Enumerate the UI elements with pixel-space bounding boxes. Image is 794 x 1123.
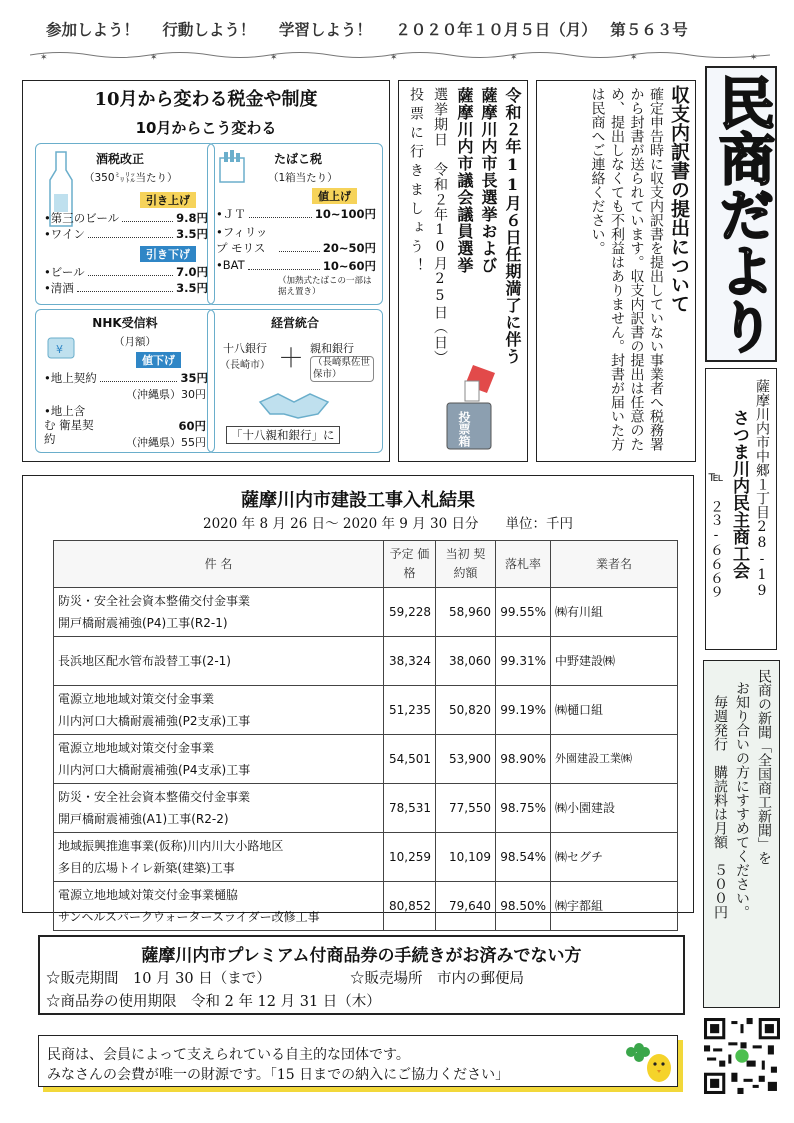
table-row: 長浜地区配水管布設替工事(2-1) 38,324 38,060 99.31% 中野建設㈱ — [54, 637, 678, 686]
liquor-down-item: •清酒 3.5円 — [44, 281, 208, 295]
tax-article-subtitle: 10月からこう変わる — [135, 119, 277, 137]
handshake-icon — [258, 388, 330, 422]
column-header: 当初 契約額 — [436, 541, 496, 588]
bid-results-table — [53, 540, 678, 931]
income-article-title: 収支内訳書の提出について — [668, 85, 690, 313]
bid-results-article — [22, 475, 694, 924]
column-header: 落札率 — [496, 541, 551, 588]
svg-text:✶: ✶ — [270, 53, 278, 62]
tv-icon — [46, 334, 76, 364]
newspaper-promo-line2: お知り合いの方にすすめてください。 — [734, 681, 750, 919]
table-header-row — [54, 541, 678, 588]
issue-number: 第５６３号 — [610, 20, 688, 39]
plus-icon: ＋ — [278, 344, 305, 374]
nhk-item-ground: •地上契約 35円 — [44, 371, 208, 385]
nhk-unit: （月額） — [114, 336, 156, 348]
liquor-up-item: •第三のビール 9.8円 — [44, 211, 208, 225]
income-statement-article — [536, 80, 696, 462]
clover-mascot-icon — [621, 1040, 673, 1084]
column-header: 予定 価格 — [384, 541, 436, 588]
svg-text:✶: ✶ — [150, 53, 158, 62]
liquor-unit: （350㍉㍑当たり） — [84, 172, 178, 184]
cigarette-pack-icon — [214, 150, 254, 184]
liquor-up-tag: 引き上げ — [140, 192, 196, 208]
tax-changes-article — [22, 80, 390, 462]
slogan-learn: 学習しよう！ — [278, 20, 372, 39]
issue-date: ２０２０年１０月５日（月） — [395, 20, 597, 39]
svg-text:✶: ✶ — [40, 53, 48, 62]
newspaper-promo — [703, 660, 780, 1008]
slogan-join: 参加しよう！ — [46, 20, 140, 39]
sales-period: ☆販売期間 10 月 30 日（まで） — [46, 971, 271, 987]
tobacco-tax-panel — [207, 143, 383, 305]
bank2-name: 親和銀行 （長崎県佐世保市） — [310, 340, 374, 382]
nhk-down-tag: 値下げ — [136, 352, 181, 368]
bid-period: 2020 年 8 月 26 日～ 2020 年 9 月 30 日分 単位：千円 — [203, 516, 573, 532]
tobacco-unit: （1箱当たり） — [268, 172, 338, 184]
ballot-box-icon — [443, 363, 499, 453]
table-row: 電源立地地域対策交付金事業樋脇 サンヘルスパークウォータースライダー改修工事 80,852 79,640 98.50% ㈱宇都組 — [54, 882, 678, 931]
nhk-title: NHK受信料 — [92, 316, 158, 330]
election-term-text: 令和２年11月６日任期満了に伴う — [503, 87, 522, 365]
go-vote-text: 投票に行きましょう！ — [408, 87, 424, 277]
table-row: 電源立地地域対策交付金事業 川内河口大橋耐震補強(P2支承)工事 51,235 50,820 99.19% ㈱樋口組 — [54, 686, 678, 735]
liquor-title: 酒税改正 — [96, 152, 145, 166]
nhk-item-satellite-okinawa: （沖縄県）55円 — [126, 436, 206, 449]
tobacco-item: •BAT 10~60円 — [216, 258, 376, 273]
sales-location: ☆販売場所 市内の郵便局 — [350, 971, 524, 987]
tobacco-item: •フィリップ モリス 20~50円 — [216, 225, 376, 255]
phone-number: ℡ ２３-６６６９ — [708, 469, 724, 599]
qr-code[interactable] — [704, 1018, 780, 1094]
svg-text:¥: ¥ — [56, 343, 63, 356]
column-header: 件 名 — [54, 541, 384, 588]
newspaper-promo-line3: 毎週発行 購読料は月額 ５００円 — [712, 695, 728, 919]
election-date-text: 選挙期日 令和２年10月25日（日） — [432, 87, 448, 365]
income-article-body: 確定申告時に収支内訳書を提出していない事業者へ税務署から封書が送られています。収支内訳書の提出は任意のため、提出しなくても不利益はありません。封書が届いた方は民商へご連絡ください。 — [589, 87, 664, 451]
tax-article-title: 10月から変わる税金や制度 — [94, 89, 318, 110]
organization-address — [705, 368, 777, 650]
election-notice — [398, 80, 528, 462]
nhk-item-ground-okinawa: （沖縄県）30円 — [126, 388, 206, 401]
footer-line1: 民商は、会員によって支えられている自主的な団体です。 — [47, 1047, 410, 1063]
newsletter-masthead — [705, 66, 777, 362]
nhk-fee-panel — [35, 309, 215, 453]
header — [46, 18, 766, 44]
svg-text:✶: ✶ — [750, 53, 758, 62]
table-row: 地域振興推進事業(仮称)川内川大小路地区 多目的広場トイレ新築(建築)工事 10,259 10,109 98.54% ㈱セグチ — [54, 833, 678, 882]
premium-title: 薩摩川内市プレミアム付商品券の手続きがお済みでない方 — [141, 946, 582, 966]
mayor-election-text: 薩摩川内市長選挙および — [479, 87, 498, 274]
tobacco-title: たばこ税 — [274, 152, 323, 166]
svg-text:✶: ✶ — [390, 53, 398, 62]
bank1-name: 十八銀行 （長崎市） — [220, 342, 270, 371]
table-row: 電源立地地域対策交付金事業 川内河口大橋耐震補強(P4支承)工事 54,501 53,900 98.90% 外園建設工業㈱ — [54, 735, 678, 784]
membership-footer — [38, 1035, 678, 1087]
liquor-tax-panel — [35, 143, 215, 305]
liquor-down-item: •ビール 7.0円 — [44, 265, 208, 279]
slogan-act: 行動しよう！ — [162, 20, 256, 39]
nhk-item-satellite-name: •地上含む 衛星契約 — [44, 404, 94, 446]
bank-merger-panel — [207, 309, 383, 453]
ballot-box-label: 投票箱 — [457, 411, 471, 447]
bid-results-title: 薩摩川内市建設工事入札結果 — [241, 490, 475, 511]
premium-voucher-notice — [38, 935, 685, 1015]
newspaper-promo-line1: 民商の新聞「全国商工新聞」を — [756, 669, 772, 865]
liquor-down-tag: 引き下げ — [140, 246, 196, 262]
tobacco-note: （加熱式たばこの一部は据え置き） — [278, 276, 372, 297]
nhk-item-satellite-value: 60円 — [178, 419, 206, 433]
masthead-title: 民商だより — [710, 74, 775, 354]
merged-bank-name: 「十八親和銀行」に — [226, 426, 340, 444]
voucher-expiry: ☆商品券の使用期限 令和 2 年 12 月 31 日（木） — [46, 994, 381, 1010]
address-line: 薩摩川内市中郷１丁目28-19 — [754, 379, 770, 599]
tobacco-up-tag: 値上げ — [312, 188, 357, 204]
column-header: 業者名 — [551, 541, 678, 588]
decorative-divider — [30, 48, 770, 62]
table-row: 防災・安全社会資本整備交付金事業 開戸橋耐震補強(A1)工事(R2-2) 78,531 77,550 98.75% ㈱小園建設 — [54, 784, 678, 833]
liquor-up-item: •ワイン 3.5円 — [44, 227, 208, 241]
merger-title: 経営統合 — [270, 316, 319, 330]
council-election-text: 薩摩川内市議会議員選挙 — [455, 87, 474, 274]
svg-text:✶: ✶ — [630, 53, 638, 62]
organization-name: さつま川内民主商工会 — [729, 409, 749, 579]
table-row: 防災・安全社会資本整備交付金事業 開戸橋耐震補強(P4)工事(R2-1) 59,228 58,960 99.55% ㈱有川組 — [54, 588, 678, 637]
footer-line2: みなさんの会費が唯一の財源です。「15 日までの納入にご協力ください」 — [47, 1067, 510, 1083]
tobacco-item: •ＪＴ 10~100円 — [216, 207, 376, 221]
svg-text:✶: ✶ — [510, 53, 518, 62]
